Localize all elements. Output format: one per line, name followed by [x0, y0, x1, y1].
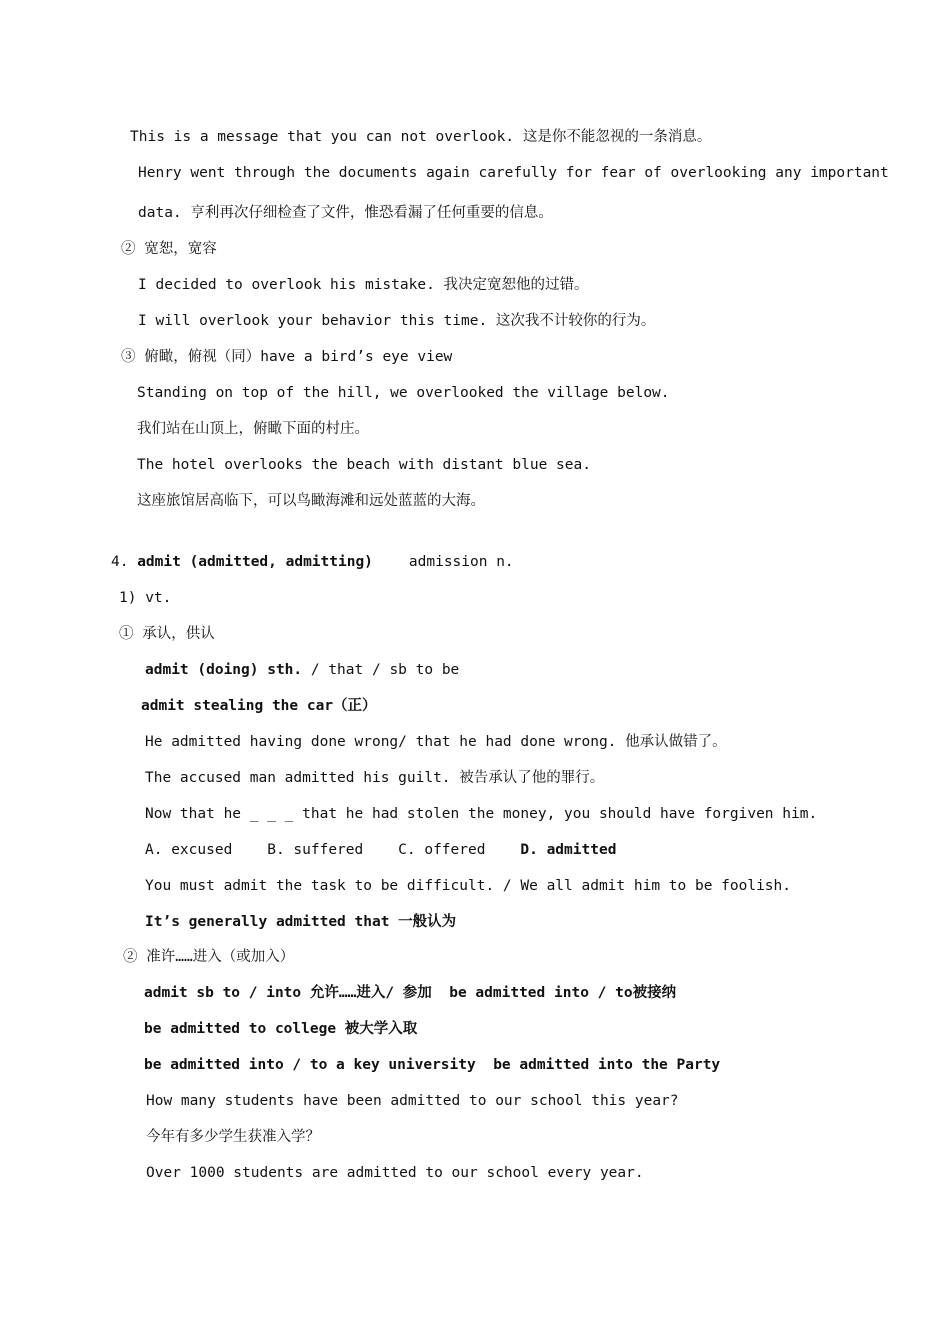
example-sentence: I decided to overlook his mistake. 我决定宽恕他的过错。 — [138, 277, 589, 293]
example-sentence: This is a message that you can not overlook. 这是你不能忽视的一条消息。 — [130, 129, 712, 145]
usage-pattern: It’s generally admitted that 一般认为 — [145, 914, 457, 930]
usage-pattern: be admitted to college 被大学入取 — [144, 1021, 418, 1037]
example-sentence: You must admit the task to be difficult. / We all admit him to be foolish. — [145, 878, 792, 894]
example-translation: 这座旅馆居高临下，可以鸟瞰海滩和远处蓝蓝的大海。 — [137, 493, 485, 509]
example-sentence: He admitted having done wrong/ that he had done wrong. 他承认做错了。 — [145, 734, 727, 750]
example-sentence: I will overlook your behavior this time. 这次我不计较你的行为。 — [138, 313, 656, 329]
example-sentence: Henry went through the documents again carefully for fear of overlooking any important — [138, 165, 889, 181]
usage-pattern — [145, 660, 459, 680]
example-sentence: data. 亨利再次仔细检查了文件，惟恐看漏了任何重要的信息。 — [138, 205, 553, 221]
entry-heading — [111, 552, 514, 572]
sense-heading: ② 准许……进入（或加入） — [123, 949, 295, 965]
usage-pattern: admit sb to / into 允许……进入/ 参加 be admitted into / to被接纳 — [144, 985, 677, 1001]
exercise-options-abc: A. excused B. suffered C. offered — [145, 842, 521, 858]
sense-heading: ③ 俯瞰，俯视（同）have a bird’s eye view — [121, 349, 453, 365]
usage-pattern-bold: admit (doing) sth. — [145, 662, 303, 678]
usage-pattern-rest: / that / sb to be — [302, 662, 460, 678]
exercise-answer: D. admitted — [520, 842, 617, 858]
example-sentence: The accused man admitted his guilt. 被告承认了他的罪行。 — [145, 770, 605, 786]
sense-heading: ② 宽恕，宽容 — [121, 241, 217, 257]
example-sentence: Standing on top of the hill, we overlooked the village below. — [137, 385, 670, 401]
example-translation: 今年有多少学生获准入学？ — [146, 1129, 320, 1145]
example-sentence: The hotel overlooks the beach with distant blue sea. — [137, 457, 591, 473]
entry-derivative: admission n. — [408, 554, 514, 570]
usage-pattern: be admitted into / to a key university be admitted into the Party — [144, 1057, 721, 1073]
part-of-speech: 1) vt. — [119, 590, 172, 606]
sense-heading: ① 承认，供认 — [119, 626, 215, 642]
usage-pattern: admit stealing the car（正） — [141, 698, 377, 714]
exercise-question: Now that he _ _ _ that he had stolen the money, you should have forgiven him. — [145, 806, 818, 822]
example-sentence: How many students have been admitted to our school this year? — [146, 1093, 679, 1109]
example-translation: 我们站在山顶上，俯瞰下面的村庄。 — [137, 421, 369, 437]
exercise-options — [145, 840, 616, 860]
entry-headword: admit (admitted, admitting) — [137, 554, 373, 570]
entry-number: 4. — [111, 554, 138, 570]
example-sentence: Over 1000 students are admitted to our school every year. — [146, 1165, 644, 1181]
